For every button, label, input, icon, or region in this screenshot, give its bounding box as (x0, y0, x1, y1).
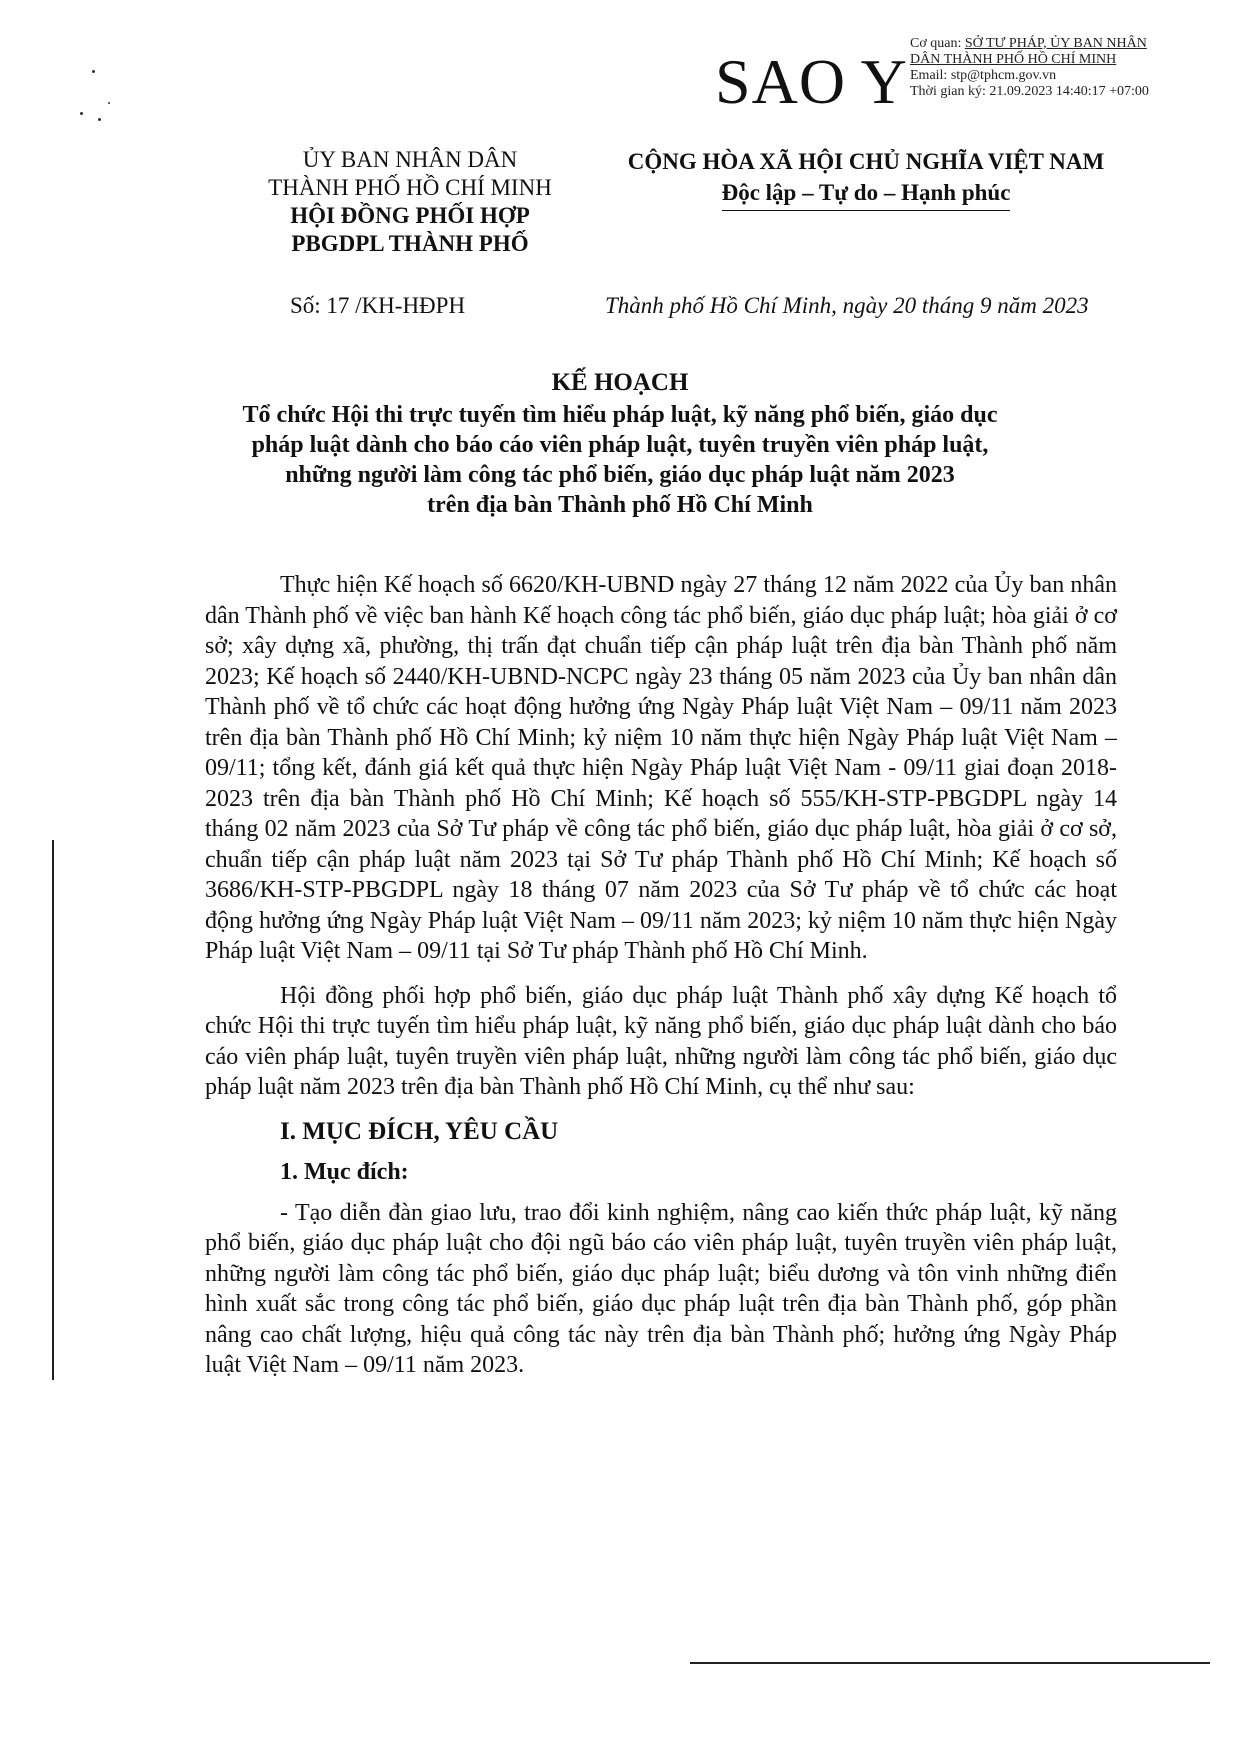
document-title (220, 368, 1020, 520)
issuer-header (210, 146, 610, 258)
title-line-3: những người làm công tác phổ biến, giáo dục pháp luật năm 2023 (285, 462, 955, 488)
title-main: KẾ HOẠCH (551, 369, 689, 396)
paragraph-introduction: Hội đồng phối hợp phổ biến, giáo dục pháp luật Thành phố xây dựng Kế hoạch tổ chức Hội thi trực tuyến tìm hiểu pháp luật, kỹ năng phổ biến, giáo dục pháp luật dành cho báo cáo viên pháp luật, tuyên truyền viên pháp luật, những người làm công tác phổ biến, giáo dục pháp luật năm 2023 trên địa bàn Thành phố Hồ Chí Minh, cụ thể như sau: (205, 982, 1117, 1100)
sao-y-stamp: SAO Y (715, 46, 908, 117)
issuer-line-2: THÀNH PHỐ HỒ CHÍ MINH (268, 175, 552, 200)
scan-speck (108, 102, 110, 104)
scan-speck (98, 118, 101, 121)
paragraph-purpose: - Tạo diễn đàn giao lưu, trao đổi kinh nghiệm, nâng cao kiến thức pháp luật, kỹ năng phổ biến, giáo dục pháp luật cho đội ngũ báo cáo viên pháp luật, tuyên truyền viên pháp luật, những người làm công tác phổ biến, giáo dục pháp luật; biểu dương và tôn vinh những điển hình xuất sắc trong công tác phổ biến, giáo dục pháp luật trên địa bàn Thành phố, góp phần nâng cao chất lượng, hiệu quả công tác này trên địa bàn Thành phố; hưởng ứng Ngày Pháp luật Việt Nam – 09/11 năm 2023. (205, 1199, 1117, 1378)
title-line-2: pháp luật dành cho báo cáo viên pháp luật, tuyên truyền viên pháp luật, (251, 432, 989, 458)
national-motto: Độc lập – Tự do – Hạnh phúc (722, 177, 1011, 211)
section-heading: I. MỤC ĐÍCH, YÊU CẦU (280, 1117, 559, 1145)
digital-signature-info (910, 36, 1149, 100)
issuer-line-4: PBGDPL THÀNH PHỐ (291, 231, 529, 256)
place-date: Thành phố Hồ Chí Minh, ngày 20 tháng 9 năm 2023 (605, 293, 1089, 318)
subsection-heading: 1. Mục đích: (280, 1159, 409, 1185)
document-number: Số: 17 /KH-HĐPH (290, 293, 466, 318)
issuer-line-1: ỦY BAN NHÂN DÂN (302, 147, 518, 172)
paragraph-legal-basis: Thực hiện Kế hoạch số 6620/KH-UBND ngày 27 tháng 12 năm 2022 của Ủy ban nhân dân Thành phố về việc ban hành Kế hoạch công tác phổ biến, giáo dục pháp luật; hòa giải ở cơ sở; xây dựng xã, phường, thị trấn đạt chuẩn tiếp cận pháp luật trên địa bàn Thành phố năm 2023; Kế hoạch số 2440/KH-UBND-NCPC ngày 23 tháng 05 năm 2023 của Ủy ban nhân dân Thành phố về tổ chức các hoạt động hưởng ứng Ngày Pháp luật Việt Nam – 09/11 năm 2023 trên địa bàn Thành phố Hồ Chí Minh; kỷ niệm 10 năm thực hiện Ngày Pháp luật Việt Nam – 09/11; tổng kết, đánh giá kết quả thực hiện Ngày Pháp luật Việt Nam - 09/11 giai đoạn 2018-2023 trên địa bàn Thành phố Hồ Chí Minh; Kế hoạch số 555/KH-STP-PBGDPL ngày 14 tháng 02 năm 2023 của Sở Tư pháp về công tác phổ biến, giáo dục pháp luật, hòa giải ở cơ sở, chuẩn tiếp cận pháp luật năm 2023 tại Sở Tư pháp Thành phố Hồ Chí Minh; Kế hoạch số 3686/KH-STP-PBGDPL ngày 18 tháng 07 năm 2023 của Sở Tư pháp về tổ chức các hoạt động hưởng ứng Ngày Pháp luật Việt Nam – 09/11 năm 2023; kỷ niệm 10 năm thực hiện Ngày Pháp luật Việt Nam – 09/11 tại Sở Tư pháp Thành phố Hồ Chí Minh. (205, 572, 1117, 964)
signature-agency-value-2: DÂN THÀNH PHỐ HỒ CHÍ MINH (910, 52, 1117, 67)
title-line-4: trên địa bàn Thành phố Hồ Chí Minh (427, 492, 813, 518)
title-line-1: Tổ chức Hội thi trực tuyến tìm hiểu pháp luật, kỹ năng phổ biến, giáo dục (242, 402, 998, 428)
signature-email: Email: stp@tphcm.gov.vn (910, 68, 1057, 83)
scan-speck (92, 70, 95, 73)
page-bottom-rule (690, 1662, 1210, 1664)
document-body (205, 570, 1117, 1395)
signature-agency-value: SỞ TƯ PHÁP, ỦY BAN NHÂN (964, 36, 1147, 51)
scan-edge-line (52, 840, 54, 1380)
scan-speck (80, 112, 83, 115)
nation-title: CỘNG HÒA XÃ HỘI CHỦ NGHĨA VIỆT NAM (627, 149, 1105, 174)
issuer-line-3: HỘI ĐỒNG PHỐI HỢP (290, 203, 530, 228)
national-header (582, 146, 1150, 211)
signature-agency-label: Cơ quan: (910, 36, 962, 51)
signature-time: Thời gian ký: 21.09.2023 14:40:17 +07:00 (910, 84, 1149, 99)
